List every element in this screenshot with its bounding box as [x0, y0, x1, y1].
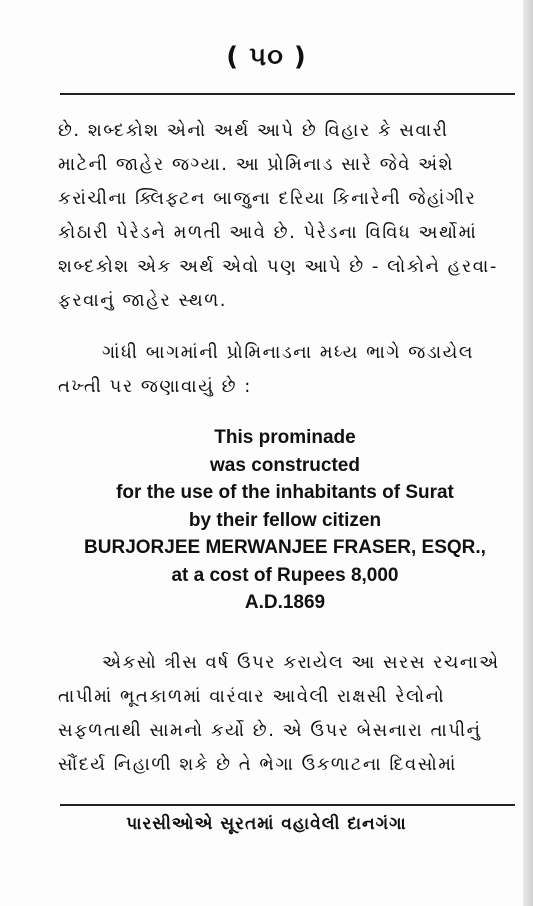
- paragraph-2: [58, 336, 514, 404]
- paragraph-1: [58, 114, 514, 318]
- plaque-line: by their fellow citizen: [188, 509, 382, 531]
- paragraph-3: [58, 646, 514, 782]
- text-line: એકસો ત્રીસ વર્ષ ઉપર કરાયેલ આ સરસ રચનાએ: [102, 652, 500, 673]
- text-line: તાપીમાં ભૂતકાળમાં વારંવાર આવેલી રાક્ષસી રેલોનો: [58, 686, 446, 707]
- text-line: તખ્તી પર જણાવાયું છે :: [58, 376, 252, 397]
- text-line: ગાંધી બાગમાંની પ્રોમિનાડના મધ્ય ભાગે જડાયેલ: [102, 342, 474, 363]
- text-line: સૌંદર્ય નિહાળી શકે છે તે ભેગા ઉકળાટના દિવસોમાં: [58, 754, 457, 775]
- header-rule: [60, 93, 515, 95]
- text-line: ફરવાનું જાહેર સ્થળ.: [58, 290, 227, 311]
- footer-rule: [60, 804, 515, 806]
- plaque-line: was constructed: [210, 454, 360, 476]
- plaque-line: at a cost of Rupees 8,000: [171, 564, 399, 586]
- text-line: માટેની જાહેર જગ્યા. આ પ્રોમિનાડ સારે જેવે અંશે: [58, 154, 455, 175]
- text-line: કોઠારી પેરેડને મળતી આવે છે. પેરેડના વિવિધ અર્થોમાં: [58, 222, 478, 243]
- plaque-line: BURJORJEE MERWANJEE FRASER, ESQR.,: [84, 537, 486, 558]
- plaque-inscription: [40, 424, 530, 617]
- text-line: છે. શબ્દકોશ એનો અર્થ આપે છે વિહાર કે સવારી: [58, 120, 449, 141]
- plaque-line: for the use of the inhabitants of Surat: [116, 482, 454, 503]
- running-footer: પારસીઓએ સૂરતમાં વહાવેલી દાનગંગા: [126, 814, 407, 834]
- page-number: ( ૫૦ ): [226, 42, 307, 72]
- plaque-line: A.D.1869: [244, 592, 326, 613]
- text-line: સફળતાથી સામનો કર્યો છે. એ ઉપર બેસનારા તાપીનું: [58, 720, 482, 741]
- text-line: કરાંચીના ક્લિફ્ટન બાજુના દરિયા કિનારેની જેહાંગીર: [58, 188, 477, 209]
- text-line: શબ્દકોશ એક અર્થ એવો પણ આપે છે - લોકોને હરવા-: [58, 256, 498, 277]
- plaque-line: This prominade: [214, 427, 356, 448]
